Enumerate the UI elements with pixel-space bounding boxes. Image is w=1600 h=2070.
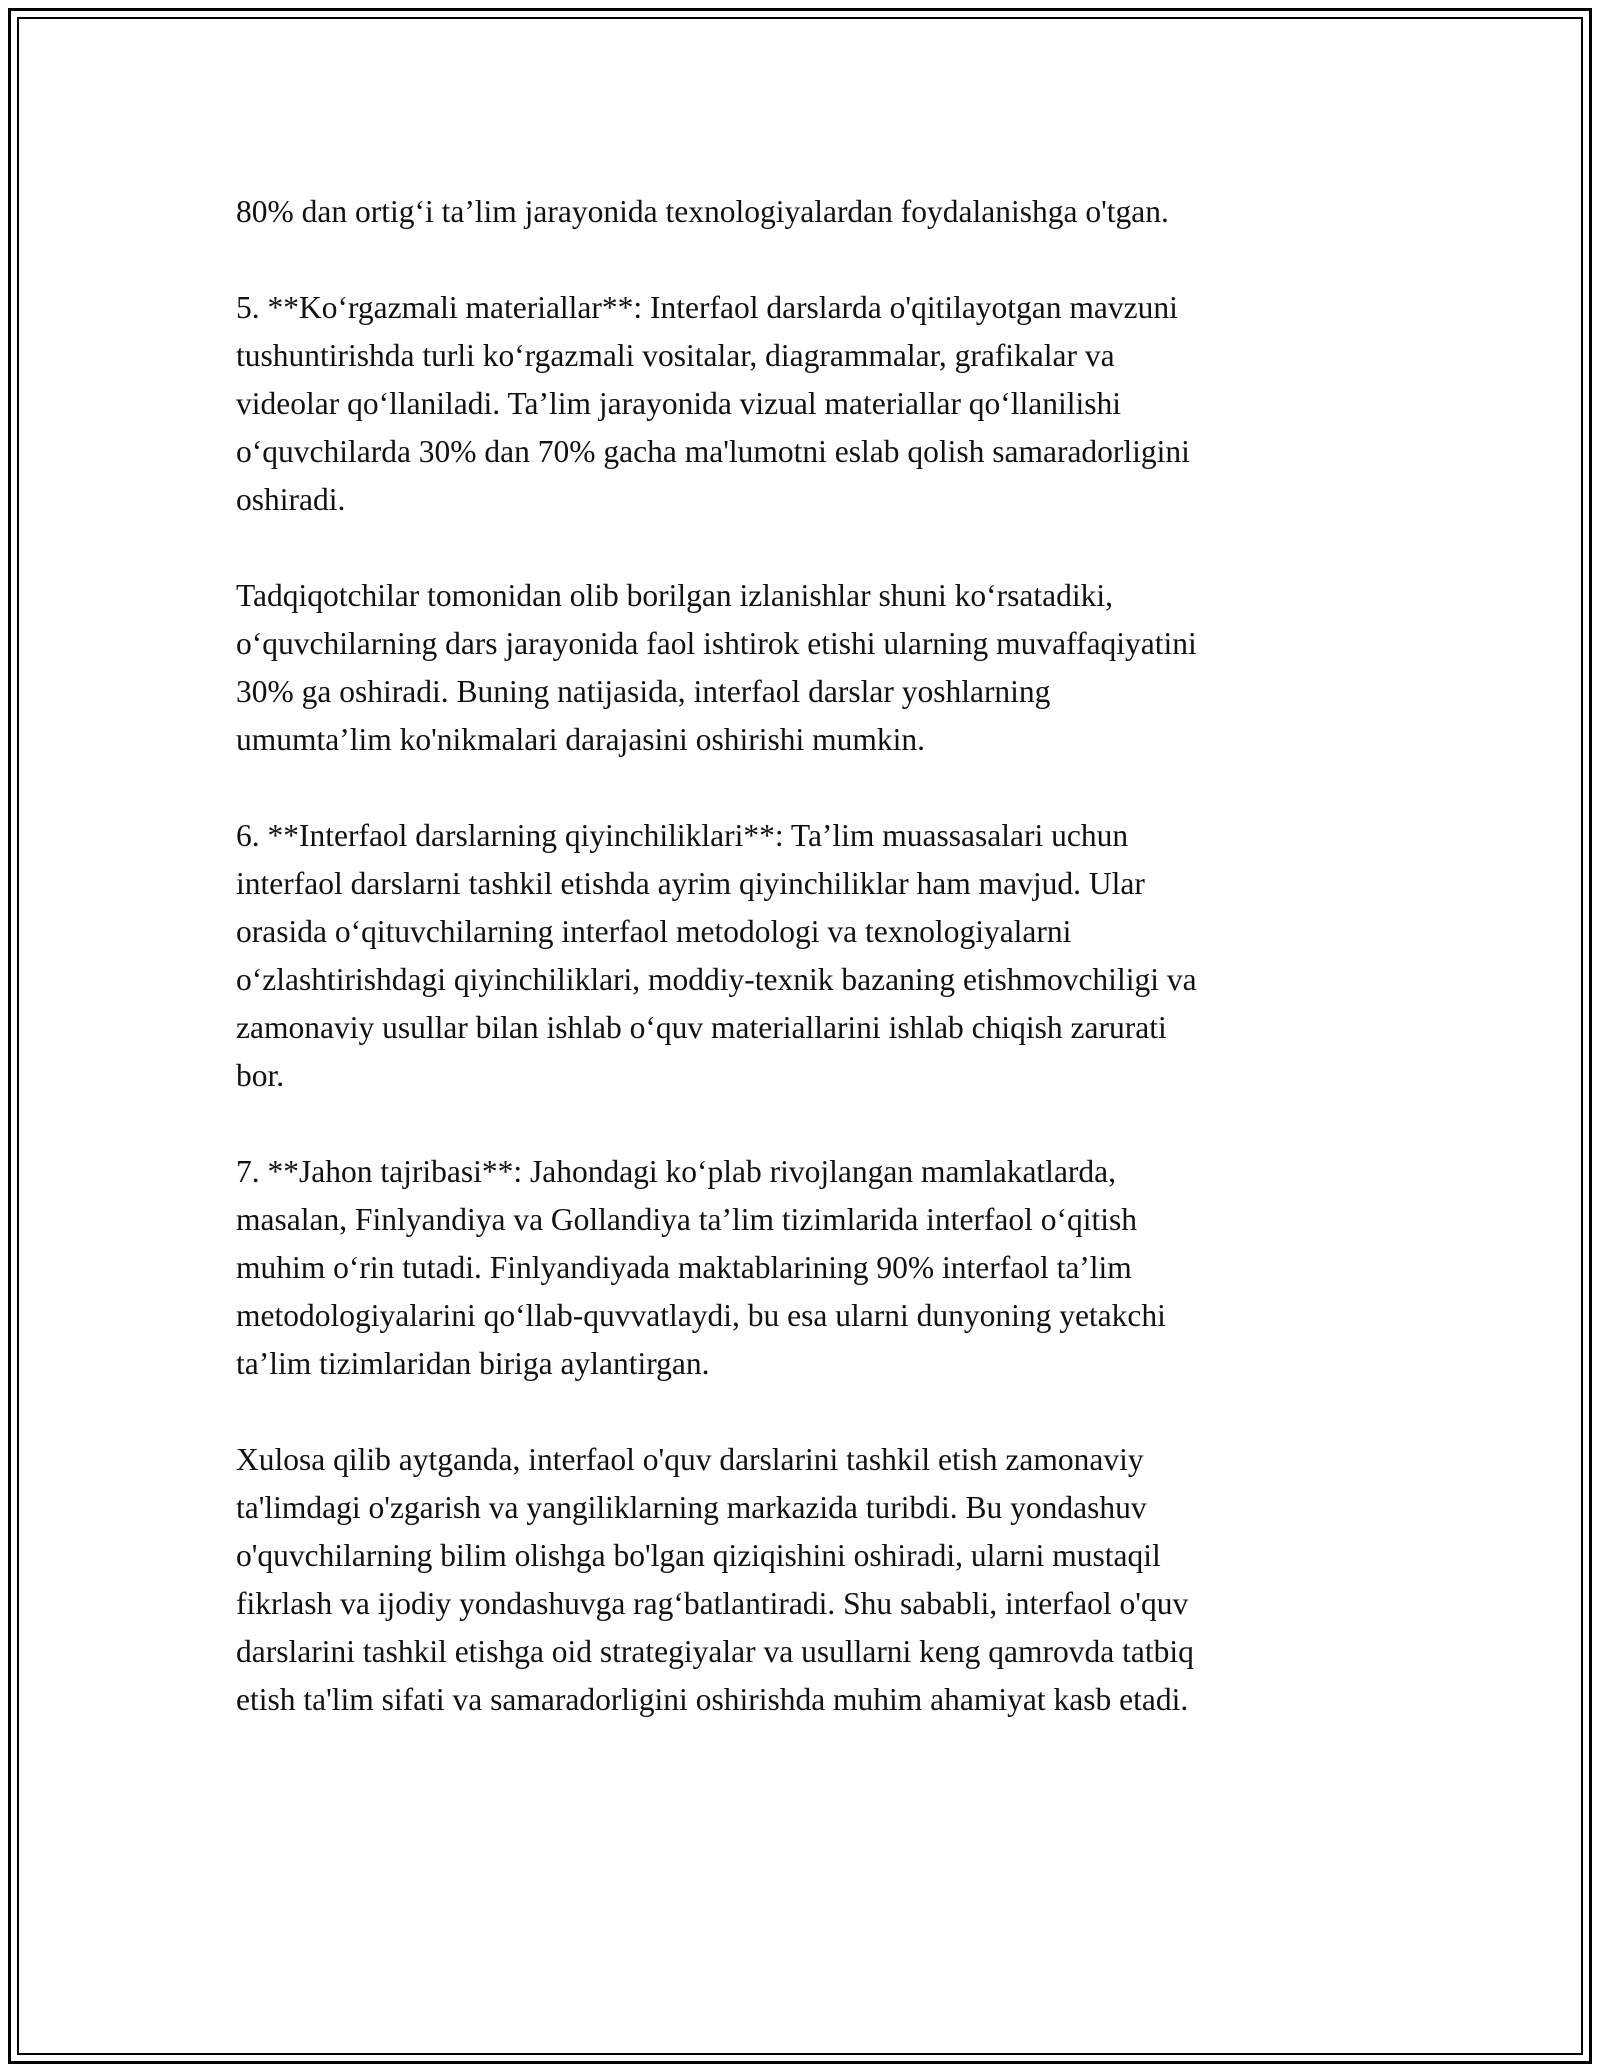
text-line: etish ta'lim sifati va samaradorligini oshirishda muhim ahamiyat kasb etadi. (236, 1682, 1189, 1717)
text-line: Tadqiqotchilar tomonidan olib borilgan izlanishlar shuni ko‘rsatadiki, (236, 578, 1113, 613)
text-line: orasida o‘qituvchilarning interfaol metodologi va texnologiyalarni (236, 914, 1072, 949)
document-body (236, 188, 1366, 1772)
text-line: muhim o‘rin tutadi. Finlyandiyada maktablarining 90% interfaol ta’lim (236, 1250, 1132, 1285)
text-line: videolar qo‘llaniladi. Ta’lim jarayonida vizual materiallar qo‘llanilishi (236, 386, 1122, 421)
text-line: umumta’lim ko'nikmalari darajasini oshirishi mumkin. (236, 722, 925, 757)
text-line: o‘zlashtirishdagi qiyinchiliklari, moddiy-texnik bazaning etishmovchiligi va (236, 962, 1197, 997)
text-line: bor. (236, 1058, 285, 1093)
text-line: 80% dan ortig‘i ta’lim jarayonida texnologiyalardan foydalanishga o'tgan. (236, 194, 1169, 229)
paragraph-research (236, 572, 1366, 764)
text-line: Xulosa qilib aytganda, interfaol o'quv darslarini tashkil etish zamonaviy (236, 1442, 1144, 1477)
text-line: o‘quvchilarda 30% dan 70% gacha ma'lumotni eslab qolish samaradorligini (236, 434, 1190, 469)
text-line: zamonaviy usullar bilan ishlab o‘quv materiallarini ishlab chiqish zarurati (236, 1010, 1167, 1045)
text-line: o‘quvchilarning dars jarayonida faol ishtirok etishi ularning muvaffaqiyatini (236, 626, 1197, 661)
paragraph-point-6 (236, 812, 1366, 1100)
text-line: oshiradi. (236, 482, 346, 517)
text-line: ta'limdagi o'zgarish va yangiliklarning markazida turibdi. Bu yondashuv (236, 1490, 1147, 1525)
text-line: masalan, Finlyandiya va Gollandiya ta’lim tizimlarida interfaol o‘qitish (236, 1202, 1138, 1237)
paragraph-continuation (236, 188, 1366, 236)
text-line: metodologiyalarini qo‘llab-quvvatlaydi, bu esa ularni dunyoning yetakchi (236, 1298, 1166, 1333)
text-line: tushuntirishda turli ko‘rgazmali vositalar, diagrammalar, grafikalar va (236, 338, 1115, 373)
text-line: 30% ga oshiradi. Buning natijasida, interfaol darslar yoshlarning (236, 674, 1051, 709)
paragraph-point-7 (236, 1148, 1366, 1388)
text-line: 7. **Jahon tajribasi**: Jahondagi ko‘plab rivojlangan mamlakatlarda, (236, 1154, 1117, 1189)
text-line: 5. **Ko‘rgazmali materiallar**: Interfaol darslarda o'qitilayotgan mavzuni (236, 290, 1178, 325)
text-line: darslarini tashkil etishga oid strategiyalar va usullarni keng qamrovda tatbiq (236, 1634, 1194, 1669)
text-line: interfaol darslarni tashkil etishda ayrim qiyinchiliklar ham mavjud. Ular (236, 866, 1145, 901)
text-line: 6. **Interfaol darslarning qiyinchiliklari**: Ta’lim muassasalari uchun (236, 818, 1129, 853)
paragraph-conclusion (236, 1436, 1366, 1724)
text-line: ta’lim tizimlaridan biriga aylantirgan. (236, 1346, 710, 1381)
paragraph-point-5 (236, 284, 1366, 524)
text-line: o'quvchilarning bilim olishga bo'lgan qiziqishini oshiradi, ularni mustaqil (236, 1538, 1161, 1573)
text-line: fikrlash va ijodiy yondashuvga rag‘batlantiradi. Shu sababli, interfaol o'quv (236, 1586, 1189, 1621)
